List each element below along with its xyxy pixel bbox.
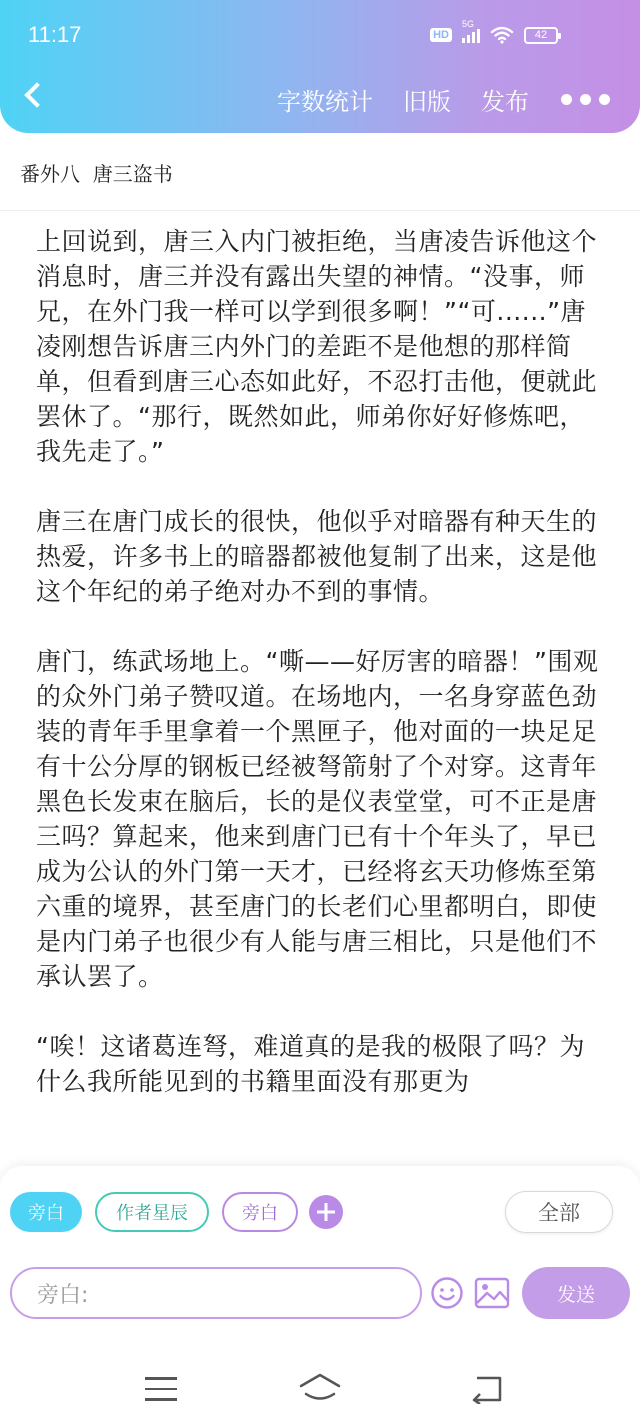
paragraph: 唐三在唐门成长的很快，他似乎对暗器有种天生的热爱，许多书上的暗器都被他复制了出来，这是他这个年纪的弟子绝对办不到的事情。 (36, 507, 598, 606)
menu-icon[interactable] (145, 1377, 177, 1403)
hd-icon: HD (430, 28, 452, 42)
status-bar (0, 0, 640, 72)
send-button[interactable]: 发送 (522, 1267, 630, 1319)
paragraph: 上回说到，唐三入内门被拒绝，当唐凌告诉他这个消息时，唐三并没有露出失望的神情。“没事，师兄，在外门我一样可以学到很多啊！”“可......”唐凌刚想告诉唐三内外门的差距不是他想的那样简单，但看到唐三心态如此好，不忍打击他，便就此罢休了。“那行，既然如此，师弟你好好修炼吧，我先走了。” (36, 227, 598, 466)
wifi-icon (490, 26, 514, 44)
chapter-title[interactable]: 番外八 唐三盗书 (20, 162, 173, 186)
role-chip-author[interactable]: 作者星辰 (95, 1192, 209, 1232)
role-chip-narrator-active[interactable]: 旁白 (10, 1192, 82, 1232)
composer-panel (0, 1166, 640, 1322)
cell-signal-icon (462, 19, 480, 43)
battery-icon (524, 27, 558, 44)
back-arrow-icon[interactable] (20, 80, 50, 110)
image-icon[interactable] (474, 1276, 510, 1310)
battery-level: 42 (534, 29, 548, 41)
paragraph: 唐门，练武场地上。“嘶——好厉害的暗器！”围观的众外门弟子赞叹道。在场地内，一名身穿蓝色劲装的青年手里拿着一个黑匣子，他对面的一块足足有十公分厚的钢板已经被弩箭射了个对穿。这青年黑色长发束在脑后，长的是仪表堂堂，可不正是唐三吗？算起来，他来到唐门已有十个年头了，早已成为公认的外门第一天才，已经将玄天功修炼至第六重的境界，甚至唐门的长老们心里都明白，即使是内门弟子也很少有人能与唐三相比，只是他们不承认罢了。 (36, 647, 599, 991)
publish-button[interactable]: 发布 (481, 88, 529, 116)
message-input[interactable]: 旁白: (10, 1267, 422, 1319)
emoji-icon[interactable] (430, 1276, 464, 1310)
status-icons (430, 19, 558, 44)
role-chip-narrator[interactable]: 旁白 (222, 1192, 298, 1232)
all-roles-button[interactable]: 全部 (505, 1191, 613, 1233)
more-options-icon[interactable] (561, 94, 610, 105)
top-nav (0, 72, 640, 122)
back-icon[interactable] (470, 1374, 506, 1404)
app-header (0, 0, 640, 133)
status-time: 11:17 (28, 22, 82, 47)
system-nav-bar (0, 1322, 640, 1427)
add-role-button[interactable] (309, 1195, 343, 1229)
title-divider (0, 210, 640, 211)
home-icon[interactable] (298, 1372, 342, 1404)
header-actions (277, 82, 610, 117)
old-version-button[interactable]: 旧版 (403, 88, 451, 116)
story-content[interactable] (36, 224, 606, 1134)
paragraph: “唉！这诸葛连弩，难道真的是我的极限了吗？为什么我所能见到的书籍里面没有那更为 (36, 1032, 585, 1096)
network-type-label: 5G (462, 19, 475, 29)
word-count-button[interactable]: 字数统计 (277, 88, 373, 116)
